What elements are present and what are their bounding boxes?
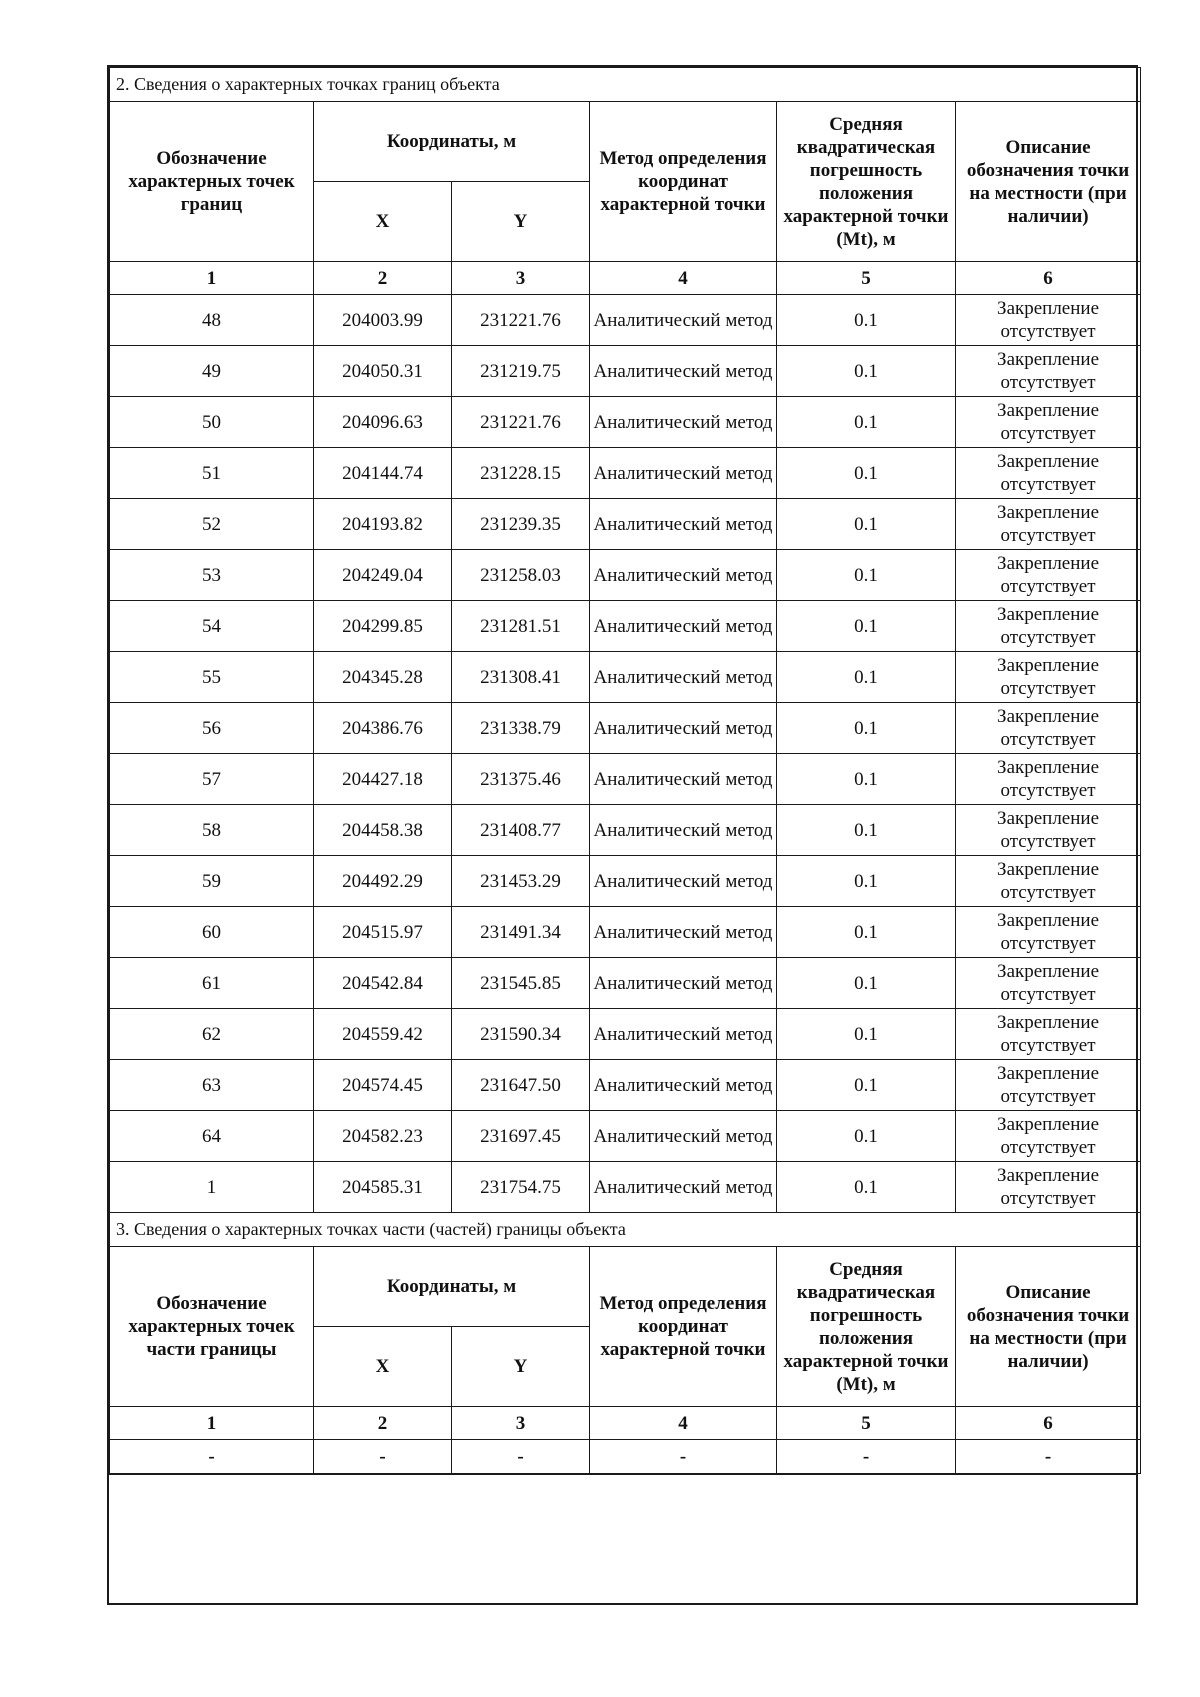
header-coords: Координаты, м [314, 1247, 590, 1327]
table-row [110, 499, 1141, 550]
header-coords: Координаты, м [314, 102, 590, 182]
description: Закрепление отсутствует [956, 1111, 1141, 1162]
description: Закрепление отсутствует [956, 652, 1141, 703]
header-error: Средняя квадратическая погрешность положения характерной точки (Mt), м [777, 1247, 956, 1407]
description: Закрепление отсутствует [956, 805, 1141, 856]
points-table [109, 67, 1141, 1474]
description: Закрепление отсутствует [956, 346, 1141, 397]
header-description: Описание обозначения точки на местности (при наличии) [956, 102, 1141, 262]
column-number: 4 [590, 262, 777, 295]
coord-y: 231491.34 [452, 907, 590, 958]
section2-title-row [110, 68, 1141, 102]
error: 0.1 [777, 295, 956, 346]
table-row [110, 754, 1141, 805]
method: Аналитический метод [590, 346, 777, 397]
description: Закрепление отсутствует [956, 499, 1141, 550]
point-id: 48 [110, 295, 314, 346]
error: 0.1 [777, 1111, 956, 1162]
coord-x: 204559.42 [314, 1009, 452, 1060]
description: Закрепление отсутствует [956, 601, 1141, 652]
column-number: 6 [956, 1407, 1141, 1440]
point-id: 57 [110, 754, 314, 805]
column-number: 5 [777, 1407, 956, 1440]
coord-y: 231221.76 [452, 295, 590, 346]
point-id: 51 [110, 448, 314, 499]
description: Закрепление отсутствует [956, 754, 1141, 805]
method: Аналитический метод [590, 652, 777, 703]
table-row [110, 295, 1141, 346]
description: Закрепление отсутствует [956, 397, 1141, 448]
coord-x: 204345.28 [314, 652, 452, 703]
error: 0.1 [777, 754, 956, 805]
description: Закрепление отсутствует [956, 907, 1141, 958]
coord-y: 231453.29 [452, 856, 590, 907]
column-number: 2 [314, 262, 452, 295]
description: Закрепление отсутствует [956, 295, 1141, 346]
error: 0.1 [777, 346, 956, 397]
header-y: Y [452, 1327, 590, 1407]
point-id: 53 [110, 550, 314, 601]
method: Аналитический метод [590, 499, 777, 550]
method: Аналитический метод [590, 601, 777, 652]
header-description: Описание обозначения точки на местности (при наличии) [956, 1247, 1141, 1407]
table-row [110, 703, 1141, 754]
error: 0.1 [777, 1009, 956, 1060]
column-number: 1 [110, 1407, 314, 1440]
point-id: 60 [110, 907, 314, 958]
table-row [110, 856, 1141, 907]
method: Аналитический метод [590, 703, 777, 754]
header-designation: Обозначение характерных точек части границы [110, 1247, 314, 1407]
coord-x: 204582.23 [314, 1111, 452, 1162]
description: Закрепление отсутствует [956, 1162, 1141, 1213]
table-row [110, 550, 1141, 601]
document-sheet [107, 65, 1138, 1605]
coord-y: 231338.79 [452, 703, 590, 754]
coord-x: 204050.31 [314, 346, 452, 397]
point-id: 55 [110, 652, 314, 703]
header-method: Метод определения координат характерной точки [590, 102, 777, 262]
coord-x: 204492.29 [314, 856, 452, 907]
point-id: 64 [110, 1111, 314, 1162]
point-id: 50 [110, 397, 314, 448]
error: 0.1 [777, 601, 956, 652]
coord-y: 231647.50 [452, 1060, 590, 1111]
method: Аналитический метод [590, 550, 777, 601]
coord-x: 204574.45 [314, 1060, 452, 1111]
method: Аналитический метод [590, 295, 777, 346]
method: Аналитический метод [590, 397, 777, 448]
error: 0.1 [777, 397, 956, 448]
coord-y: 231228.15 [452, 448, 590, 499]
header-y: Y [452, 182, 590, 262]
method: Аналитический метод [590, 805, 777, 856]
error: 0.1 [777, 1060, 956, 1111]
column-number: 6 [956, 262, 1141, 295]
point-id: 54 [110, 601, 314, 652]
column-number: 3 [452, 262, 590, 295]
header-x: X [314, 182, 452, 262]
error: 0.1 [777, 550, 956, 601]
error: 0.1 [777, 652, 956, 703]
error: 0.1 [777, 958, 956, 1009]
method: Аналитический метод [590, 907, 777, 958]
section3-title-row [110, 1213, 1141, 1247]
coord-y: 231239.35 [452, 499, 590, 550]
method: Аналитический метод [590, 1111, 777, 1162]
error: 0.1 [777, 907, 956, 958]
section3-title: 3. Сведения о характерных точках части (частей) границы объекта [110, 1213, 1141, 1247]
coord-x: 204096.63 [314, 397, 452, 448]
header-error: Средняя квадратическая погрешность положения характерной точки (Mt), м [777, 102, 956, 262]
point-id: 58 [110, 805, 314, 856]
table-row [110, 958, 1141, 1009]
table-row [110, 805, 1141, 856]
table-row [110, 397, 1141, 448]
header-designation: Обозначение характерных точек границ [110, 102, 314, 262]
method: Аналитический метод [590, 1060, 777, 1111]
section2-title: 2. Сведения о характерных точках границ объекта [110, 68, 1141, 102]
method: Аналитический метод [590, 1162, 777, 1213]
column-number: 3 [452, 1407, 590, 1440]
error: 0.1 [777, 805, 956, 856]
coord-y: 231258.03 [452, 550, 590, 601]
coord-x: 204427.18 [314, 754, 452, 805]
method: Аналитический метод [590, 448, 777, 499]
point-id: 63 [110, 1060, 314, 1111]
table-row [110, 448, 1141, 499]
method: Аналитический метод [590, 754, 777, 805]
coord-y: 231590.34 [452, 1009, 590, 1060]
point-id: 62 [110, 1009, 314, 1060]
coord-y: 231221.76 [452, 397, 590, 448]
point-id: 1 [110, 1162, 314, 1213]
coord-x: 204193.82 [314, 499, 452, 550]
coord-x: 204144.74 [314, 448, 452, 499]
header-x: X [314, 1327, 452, 1407]
description: Закрепление отсутствует [956, 1009, 1141, 1060]
point-id: 59 [110, 856, 314, 907]
point-id: 52 [110, 499, 314, 550]
table-row [110, 1162, 1141, 1213]
coord-x: 204003.99 [314, 295, 452, 346]
point-id: 61 [110, 958, 314, 1009]
section2-column-numbers [110, 262, 1141, 295]
point-id: 56 [110, 703, 314, 754]
section3-empty-row [110, 1440, 1141, 1474]
header-method: Метод определения координат характерной точки [590, 1247, 777, 1407]
table-row [110, 1060, 1141, 1111]
section3-column-numbers [110, 1407, 1141, 1440]
error: 0.1 [777, 1162, 956, 1213]
coord-x: 204249.04 [314, 550, 452, 601]
column-number: 1 [110, 262, 314, 295]
coord-x: 204299.85 [314, 601, 452, 652]
coord-x: 204458.38 [314, 805, 452, 856]
coord-y: 231219.75 [452, 346, 590, 397]
section2-header-row-1 [110, 102, 1141, 182]
coord-y: 231375.46 [452, 754, 590, 805]
coord-y: 231408.77 [452, 805, 590, 856]
method: Аналитический метод [590, 958, 777, 1009]
table-row [110, 1111, 1141, 1162]
dash-cell: - [110, 1440, 314, 1474]
coord-x: 204585.31 [314, 1162, 452, 1213]
section3-header-row-1 [110, 1247, 1141, 1327]
description: Закрепление отсутствует [956, 703, 1141, 754]
description: Закрепление отсутствует [956, 448, 1141, 499]
column-number: 2 [314, 1407, 452, 1440]
table-row [110, 652, 1141, 703]
error: 0.1 [777, 448, 956, 499]
point-id: 49 [110, 346, 314, 397]
description: Закрепление отсутствует [956, 1060, 1141, 1111]
error: 0.1 [777, 703, 956, 754]
coord-y: 231754.75 [452, 1162, 590, 1213]
table-row [110, 1009, 1141, 1060]
blank-area [109, 1474, 1136, 1603]
dash-cell: - [452, 1440, 590, 1474]
dash-cell: - [314, 1440, 452, 1474]
table-row [110, 346, 1141, 397]
method: Аналитический метод [590, 856, 777, 907]
description: Закрепление отсутствует [956, 550, 1141, 601]
coord-x: 204515.97 [314, 907, 452, 958]
description: Закрепление отсутствует [956, 958, 1141, 1009]
method: Аналитический метод [590, 1009, 777, 1060]
coord-y: 231281.51 [452, 601, 590, 652]
coord-x: 204386.76 [314, 703, 452, 754]
coord-x: 204542.84 [314, 958, 452, 1009]
error: 0.1 [777, 856, 956, 907]
column-number: 5 [777, 262, 956, 295]
error: 0.1 [777, 499, 956, 550]
coord-y: 231697.45 [452, 1111, 590, 1162]
dash-cell: - [590, 1440, 777, 1474]
column-number: 4 [590, 1407, 777, 1440]
dash-cell: - [956, 1440, 1141, 1474]
coord-y: 231545.85 [452, 958, 590, 1009]
description: Закрепление отсутствует [956, 856, 1141, 907]
dash-cell: - [777, 1440, 956, 1474]
table-row [110, 907, 1141, 958]
coord-y: 231308.41 [452, 652, 590, 703]
table-row [110, 601, 1141, 652]
